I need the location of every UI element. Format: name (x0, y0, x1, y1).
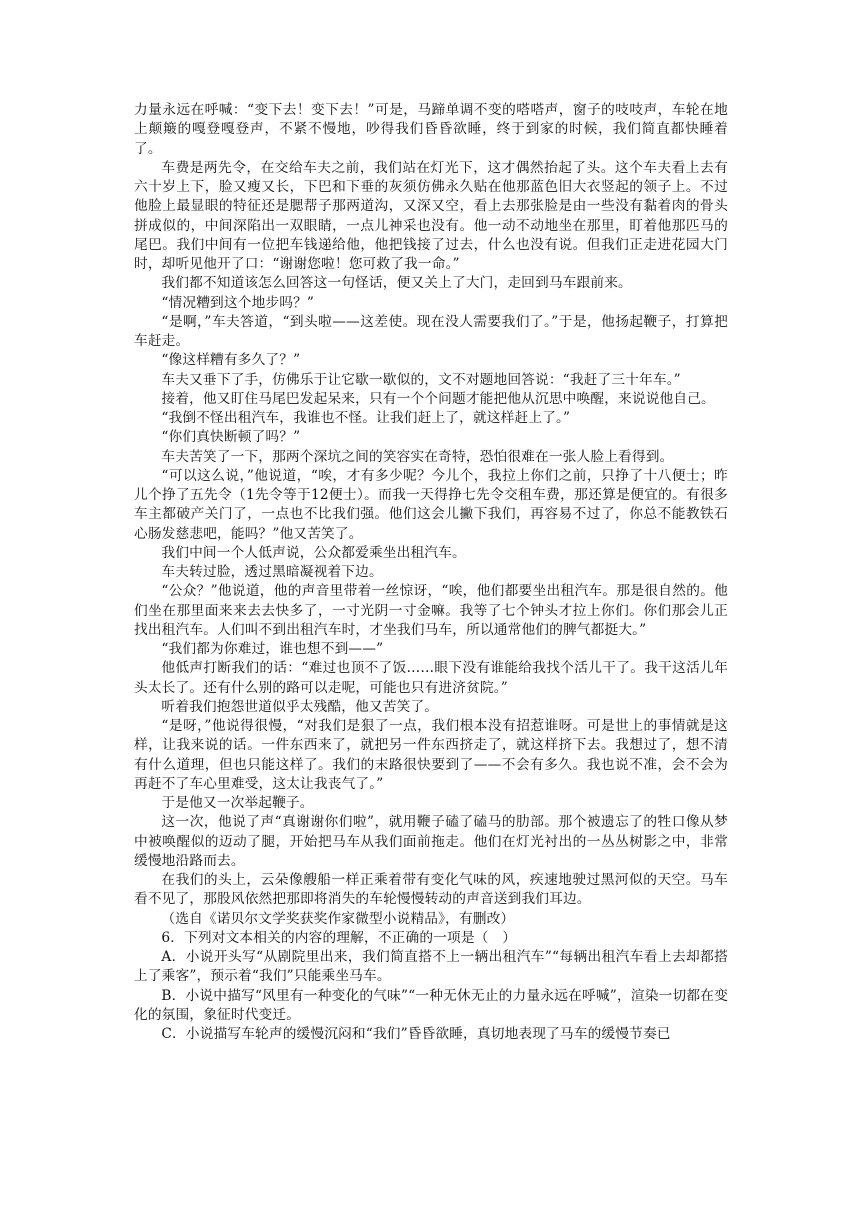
paragraph-21: 这一次，他说了声“真谢谢你们啦”，就用鞭子磕了磕马的肋部。那个被遗忘了的牲口像从梦中被唤醒似的迈动了腿，开始把马车从我们面前拖走。他们在灯光衬出的一丛丛树影之中，非常缓慢地沿路而去。 (134, 814, 728, 869)
question-6-option-b: B．小说中描写“风里有一种变化的气味”“一种无休无止的力量永远在呼喊”，渲染一切都在变化的氛围，象征时代变迁。 (134, 987, 728, 1023)
question-6-option-c: C．小说描写车轮声的缓慢沉闷和“我们”昏昏欲睡，真切地表现了马车的缓慢节奏已 (161, 1026, 671, 1042)
paragraph-22: 在我们的头上，云朵像艘船一样正乘着带有变化气味的风，疾速地驶过黑河似的天空。马车看不见了，那股风依然把那即将消失的车轮慢慢转动的声音送到我们耳边。 (134, 872, 728, 908)
paragraph-20: 于是他又一次举起鞭子。 (161, 795, 314, 811)
paragraph-4: “情况糟到这个地步吗？” (161, 294, 315, 311)
paragraph-16: “我们都为你难过，谁也想不到——” (161, 641, 384, 657)
paragraph-19: “是呀，”他说得很慢，“对我们是狠了一点，我们根本没有招惹谁呀。可是世上的事情就是这样，让我来说的话。一件东西来了，就把另一件东西挤走了，就这样挤下去。我想过了，想不清有什么道理，但也只能这样了。我们的末路很快要到了——不会有多久。我也说不准，会不会为再赶不了车心里难受，这太让我丧气了。” (134, 718, 728, 792)
paragraph-3: 我们都不知道该怎么回答这一句怪话，便又关上了大门，走回到马车跟前来。 (161, 275, 632, 292)
paragraph-13: 我们中间一个人低声说，公众都爱乘坐出租汽车。 (161, 544, 466, 561)
paragraph-7: 车夫又垂下了手，仿佛乐于让它歇一歇似的，文不对题地回答说：“我赶了三十年车。” (161, 371, 681, 388)
paragraph-8: 接着，他又盯住马尾巴发起呆来，只有一个个问题才能把他从沉思中唤醒，来说说他自己。 (161, 390, 715, 407)
paragraph-14: 车夫转过脸，透过黑暗凝视着下边。 (161, 564, 383, 580)
document-page (134, 101, 728, 1044)
paragraph-6: “像这样糟有多久了？” (161, 352, 301, 369)
paragraph-10: “你们真快断顿了吗？” (161, 429, 301, 446)
paragraph-11: 车夫苦笑了一下，那两个深坑之间的笑容实在奇特，恐怕很难在一张人脸上看得到。 (161, 448, 674, 465)
paragraph-17: 他低声打断我们的话：“难过也顶不了饭……眼下没有谁能给我找个活儿干了。我干这活儿年头太长了。还有什么别的路可以走呢，可能也只有进济贫院。” (134, 660, 728, 696)
question-6-option-a: A．小说开头写“从剧院里出来，我们简直搭不上一辆出租汽车”“每辆出租汽车看上去却都搭上了乘客”，预示着“我们”只能乘坐马车。 (134, 949, 728, 985)
paragraph-5: “是啊，”车夫答道，“到头啦——这差使。现在没人需要我们了。”于是，他扬起鞭子，打算把车赶走。 (134, 313, 728, 349)
paragraph-1: 力量永远在呼喊：“变下去！变下去！”可是，马蹄单调不变的嗒嗒声，窗子的吱吱声，车轮在地上颠簸的嘎登嘎登声，不紧不慢地，吵得我们昏昏欲睡，终于到家的时候，我们简直都快睡着了。 (134, 102, 728, 157)
paragraph-2: 车费是两先令，在交给车夫之前，我们站在灯光下，这才偶然抬起了头。这个车夫看上去有六十岁上下，脸又瘦又长，下巴和下垂的灰须仿佛永久贴在他那蓝色旧大衣竖起的领子上。不过他脸上最显眼的特征还是腮帮子那两道沟，又深又空，看上去那张脸是由一些没有黏着肉的骨头拼成似的，中间深陷出一双眼睛，一点儿神采也没有。他一动不动地坐在那里，盯着他那匹马的尾巴。我们中间有一位把车钱递给他，他把钱接了过去，什么也没有说。但我们正走进花园大门时，却听见他开了口：“谢谢您啦！您可救了我一命。” (134, 159, 728, 272)
paragraph-9: “我倒不怪出租汽车，我谁也不怪。让我们赶上了，就这样赶上了。” (161, 410, 571, 426)
paragraph-15: “公众？”他说道，他的声音里带着一丝惊讶，“唉，他们都要坐出租汽车。那是很自然的。他们坐在那里面来来去去快多了，一寸光阴一寸金嘛。我等了七个钟头才拉上你们。你们那会儿正找出租汽车。人们叫不到出租汽车时，才坐我们马车，所以通常他们的脾气都挺大。” (134, 583, 728, 638)
paragraph-12: “可以这么说，”他说道，“唉，才有多少呢？今儿个，我拉上你们之前，只挣了十八便士；昨儿个挣了五先令（1先令等于12便士）。而我一天得挣七先令交租车费，那还算是便宜的。有很多车主都破产关门了，一点也不比我们强。他们这会儿撇下我们，再容易不过了，你总不能教铁石心肠发慈悲吧，能吗？”他又苦笑了。 (134, 467, 728, 542)
question-6-stem: 6．下列对文本相关的内容的理解，不正确的一项是（ ） (161, 929, 517, 946)
paragraph-18: 听着我们抱怨世道似乎太残酷，他又苦笑了。 (161, 698, 439, 715)
source-citation: （选自《诺贝尔文学奖获奖作家微型小说精品》，有删改） (161, 910, 515, 927)
